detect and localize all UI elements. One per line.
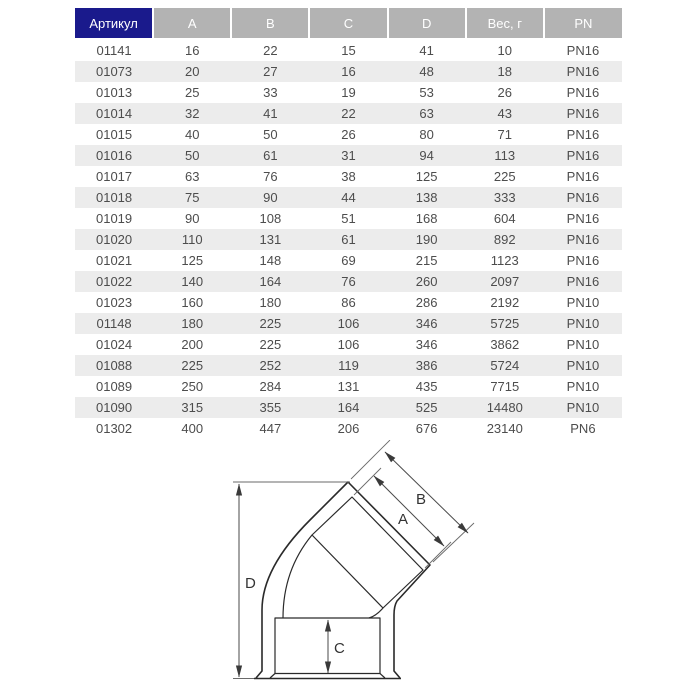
cell-d: 435	[388, 376, 466, 397]
cell-a: 20	[153, 61, 231, 82]
cell-c: 106	[309, 334, 387, 355]
cell-pn: PN16	[544, 229, 622, 250]
cell-c: 22	[309, 103, 387, 124]
cell-article: 01089	[75, 376, 153, 397]
cell-weight: 2192	[466, 292, 544, 313]
table-row	[75, 313, 622, 334]
cell-a: 180	[153, 313, 231, 334]
table-body	[75, 39, 622, 439]
cell-d: 138	[388, 187, 466, 208]
cell-b: 90	[231, 187, 309, 208]
cell-article: 01023	[75, 292, 153, 313]
column-header-a: A	[153, 8, 231, 39]
cell-b: 252	[231, 355, 309, 376]
cell-a: 90	[153, 208, 231, 229]
dim-label-a: A	[397, 511, 409, 528]
cell-b: 180	[231, 292, 309, 313]
cell-a: 125	[153, 250, 231, 271]
cell-article: 01016	[75, 145, 153, 166]
table-row	[75, 334, 622, 355]
cell-d: 53	[388, 82, 466, 103]
cell-a: 110	[153, 229, 231, 250]
cell-pn: PN16	[544, 208, 622, 229]
cell-b: 355	[231, 397, 309, 418]
cell-b: 131	[231, 229, 309, 250]
cell-article: 01015	[75, 124, 153, 145]
cell-weight: 5724	[466, 355, 544, 376]
dimension-c	[328, 620, 345, 673]
cell-b: 76	[231, 166, 309, 187]
cell-pn: PN16	[544, 187, 622, 208]
cell-c: 19	[309, 82, 387, 103]
cell-a: 200	[153, 334, 231, 355]
cell-d: 168	[388, 208, 466, 229]
table-row	[75, 82, 622, 103]
cell-c: 31	[309, 145, 387, 166]
cell-d: 346	[388, 313, 466, 334]
cell-a: 63	[153, 166, 231, 187]
cell-b: 27	[231, 61, 309, 82]
cell-c: 76	[309, 271, 387, 292]
cell-b: 41	[231, 103, 309, 124]
cell-pn: PN16	[544, 124, 622, 145]
cell-c: 15	[309, 39, 387, 61]
table-row	[75, 355, 622, 376]
cell-d: 676	[388, 418, 466, 439]
cell-c: 206	[309, 418, 387, 439]
cell-pn: PN16	[544, 250, 622, 271]
cell-pn: PN10	[544, 376, 622, 397]
dim-label-d: D	[245, 575, 256, 592]
cell-b: 284	[231, 376, 309, 397]
cell-a: 16	[153, 39, 231, 61]
cell-c: 69	[309, 250, 387, 271]
table-row	[75, 250, 622, 271]
dimension-a	[354, 468, 451, 568]
table-row	[75, 271, 622, 292]
elbow-technical-drawing	[0, 440, 700, 700]
cell-c: 26	[309, 124, 387, 145]
cell-d: 48	[388, 61, 466, 82]
cell-b: 50	[231, 124, 309, 145]
cell-weight: 23140	[466, 418, 544, 439]
table-row	[75, 418, 622, 439]
cell-c: 16	[309, 61, 387, 82]
cell-c: 38	[309, 166, 387, 187]
cell-a: 50	[153, 145, 231, 166]
cell-pn: PN16	[544, 145, 622, 166]
table-row	[75, 292, 622, 313]
table-row	[75, 145, 622, 166]
cell-b: 225	[231, 334, 309, 355]
dimension-d	[233, 482, 350, 679]
table-row	[75, 166, 622, 187]
cell-article: 01013	[75, 82, 153, 103]
cell-weight: 26	[466, 82, 544, 103]
cell-article: 01014	[75, 103, 153, 124]
column-header-c: C	[309, 8, 387, 39]
cell-weight: 2097	[466, 271, 544, 292]
cell-article: 01017	[75, 166, 153, 187]
table-row	[75, 397, 622, 418]
cell-weight: 225	[466, 166, 544, 187]
cell-c: 61	[309, 229, 387, 250]
cell-b: 108	[231, 208, 309, 229]
table-row	[75, 376, 622, 397]
table-row	[75, 39, 622, 61]
cell-article: 01302	[75, 418, 153, 439]
table-row	[75, 103, 622, 124]
cell-c: 119	[309, 355, 387, 376]
cell-article: 01148	[75, 313, 153, 334]
cell-b: 22	[231, 39, 309, 61]
table-row	[75, 61, 622, 82]
cell-c: 44	[309, 187, 387, 208]
cell-article: 01024	[75, 334, 153, 355]
cell-a: 250	[153, 376, 231, 397]
cell-d: 80	[388, 124, 466, 145]
cell-weight: 18	[466, 61, 544, 82]
dimensions-table	[75, 8, 622, 439]
cell-weight: 5725	[466, 313, 544, 334]
cell-b: 164	[231, 271, 309, 292]
cell-a: 32	[153, 103, 231, 124]
table-row	[75, 187, 622, 208]
cell-weight: 113	[466, 145, 544, 166]
cell-weight: 14480	[466, 397, 544, 418]
column-header-article: Артикул	[75, 8, 153, 39]
column-header-pn: PN	[544, 8, 622, 39]
cell-article: 01019	[75, 208, 153, 229]
cell-pn: PN10	[544, 397, 622, 418]
cell-article: 01020	[75, 229, 153, 250]
cell-a: 140	[153, 271, 231, 292]
cell-d: 63	[388, 103, 466, 124]
cell-pn: PN10	[544, 313, 622, 334]
cell-a: 40	[153, 124, 231, 145]
cell-d: 41	[388, 39, 466, 61]
cell-d: 386	[388, 355, 466, 376]
table-row	[75, 208, 622, 229]
column-header-b: B	[231, 8, 309, 39]
column-header-d: D	[388, 8, 466, 39]
cell-a: 400	[153, 418, 231, 439]
cell-pn: PN16	[544, 103, 622, 124]
cell-article: 01018	[75, 187, 153, 208]
cell-pn: PN6	[544, 418, 622, 439]
cell-weight: 1123	[466, 250, 544, 271]
dimension-b	[351, 440, 474, 562]
column-header-weight: Вес, г	[466, 8, 544, 39]
cell-pn: PN16	[544, 82, 622, 103]
table-row	[75, 124, 622, 145]
cell-d: 125	[388, 166, 466, 187]
cell-b: 33	[231, 82, 309, 103]
table-header-row	[75, 8, 622, 39]
cell-article: 01022	[75, 271, 153, 292]
cell-d: 190	[388, 229, 466, 250]
table-header	[75, 8, 622, 39]
cell-weight: 71	[466, 124, 544, 145]
cell-d: 260	[388, 271, 466, 292]
cell-weight: 43	[466, 103, 544, 124]
cell-b: 225	[231, 313, 309, 334]
cell-article: 01090	[75, 397, 153, 418]
cell-pn: PN16	[544, 271, 622, 292]
cell-d: 215	[388, 250, 466, 271]
cell-weight: 10	[466, 39, 544, 61]
cell-article: 01021	[75, 250, 153, 271]
cell-a: 315	[153, 397, 231, 418]
cell-weight: 7715	[466, 376, 544, 397]
cell-pn: PN16	[544, 166, 622, 187]
cell-c: 131	[309, 376, 387, 397]
cell-b: 61	[231, 145, 309, 166]
cell-c: 51	[309, 208, 387, 229]
cell-a: 25	[153, 82, 231, 103]
cell-pn: PN10	[544, 292, 622, 313]
dim-label-c: C	[334, 640, 345, 657]
cell-d: 346	[388, 334, 466, 355]
cell-weight: 892	[466, 229, 544, 250]
cell-a: 225	[153, 355, 231, 376]
table-row	[75, 229, 622, 250]
cell-pn: PN10	[544, 355, 622, 376]
cell-pn: PN10	[544, 334, 622, 355]
cell-pn: PN16	[544, 61, 622, 82]
cell-d: 94	[388, 145, 466, 166]
cell-article: 01088	[75, 355, 153, 376]
cell-article: 01141	[75, 39, 153, 61]
cell-weight: 333	[466, 187, 544, 208]
cell-a: 160	[153, 292, 231, 313]
cell-c: 86	[309, 292, 387, 313]
cell-c: 106	[309, 313, 387, 334]
cell-article: 01073	[75, 61, 153, 82]
cell-weight: 604	[466, 208, 544, 229]
cell-weight: 3862	[466, 334, 544, 355]
cell-d: 525	[388, 397, 466, 418]
cell-pn: PN16	[544, 39, 622, 61]
cell-d: 286	[388, 292, 466, 313]
cell-b: 148	[231, 250, 309, 271]
cell-c: 164	[309, 397, 387, 418]
cell-a: 75	[153, 187, 231, 208]
dim-label-b: B	[415, 491, 427, 508]
cell-b: 447	[231, 418, 309, 439]
